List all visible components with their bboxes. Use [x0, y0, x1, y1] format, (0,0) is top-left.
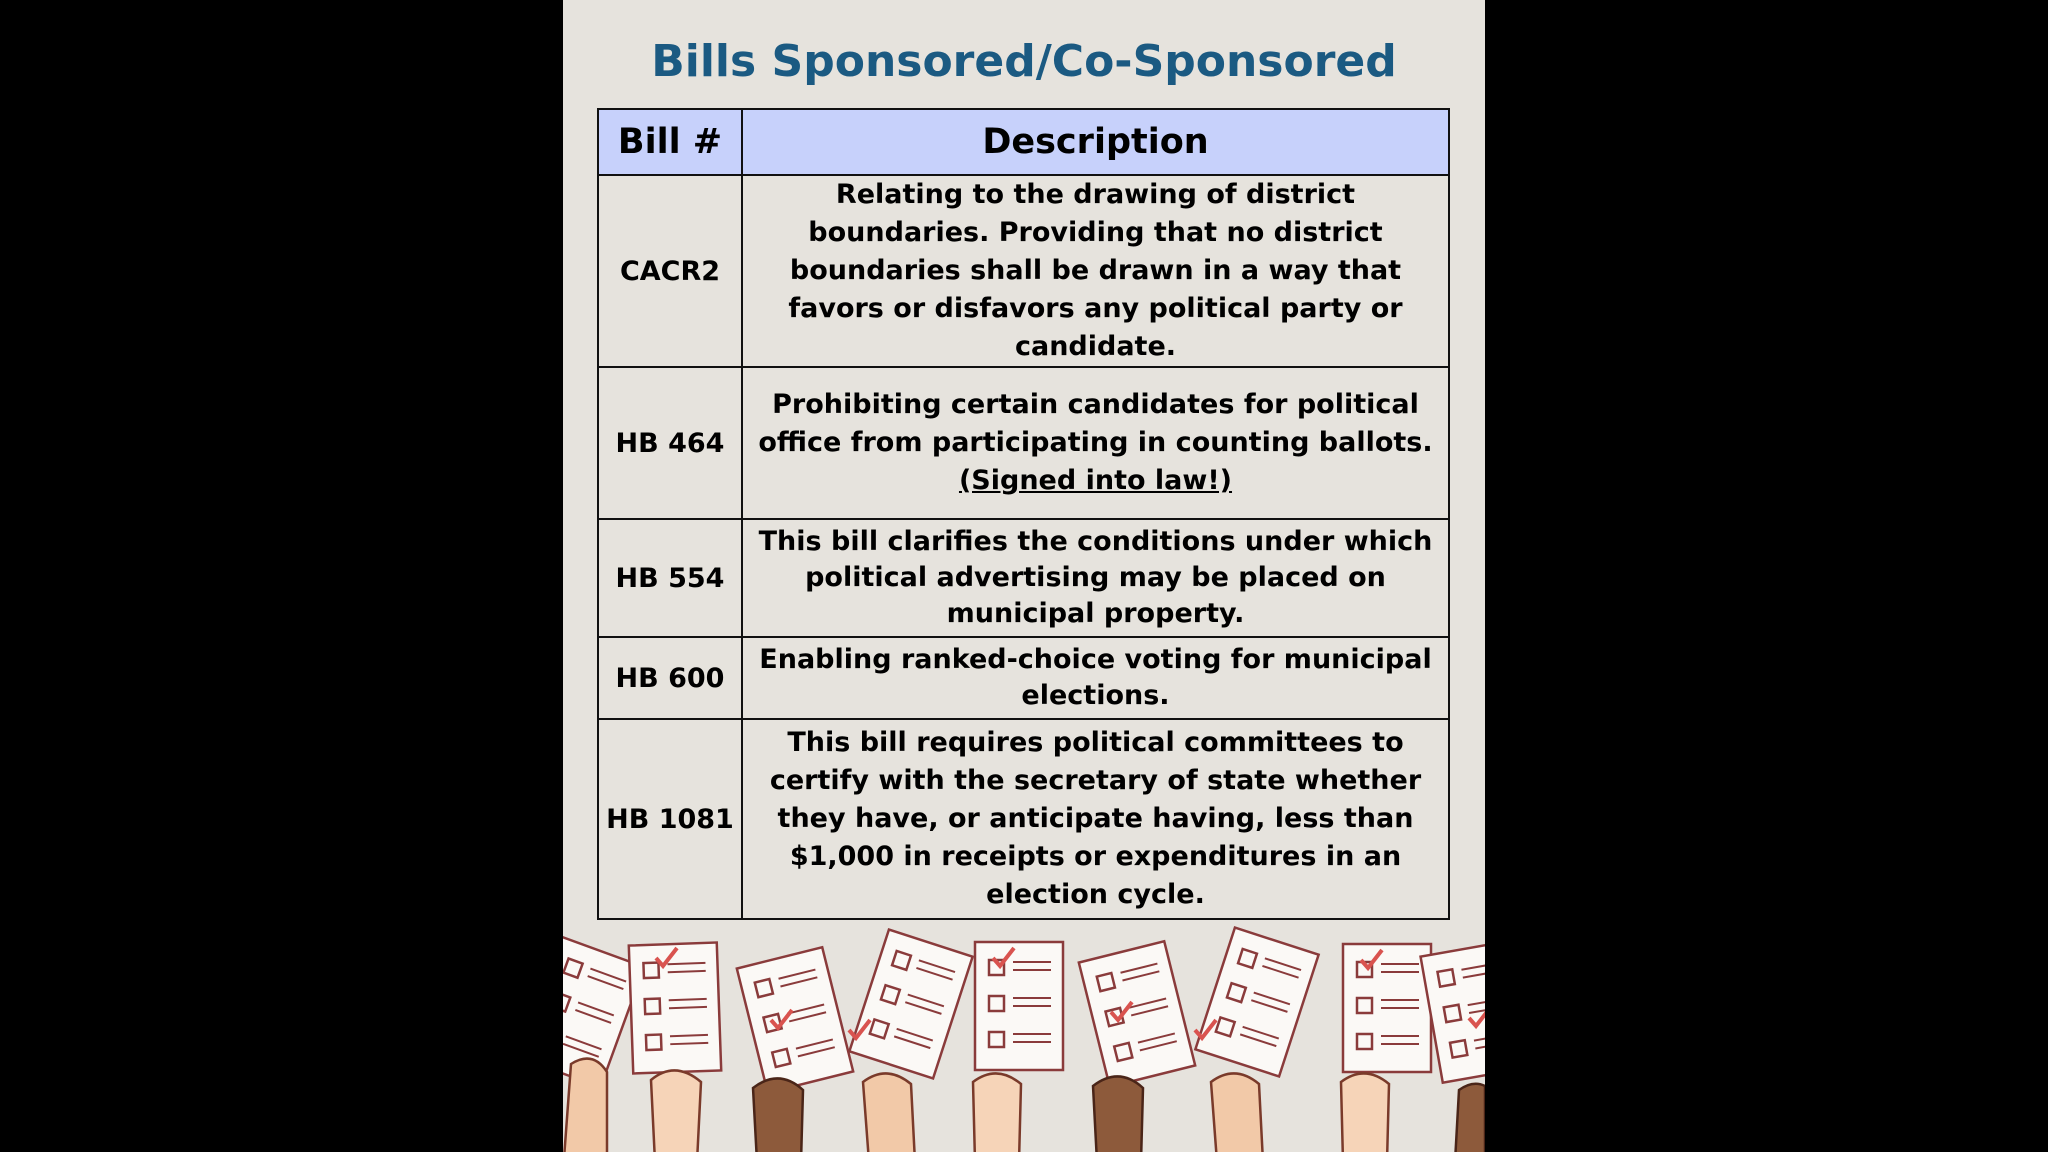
table-row — [598, 637, 1449, 719]
poster — [563, 0, 1485, 1152]
bill-number: CACR2 — [598, 175, 742, 367]
raised-ballots-illustration — [563, 922, 1485, 1152]
page-title: Bills Sponsored/Co-Sponsored — [651, 36, 1397, 87]
bill-description: Relating to the drawing of district boundaries. Providing that no district boundaries shall be drawn in a way that favors or disfavors any political party or candidate. — [742, 175, 1449, 367]
bill-number: HB 600 — [598, 637, 742, 719]
table-header-row — [598, 109, 1449, 175]
bill-number: HB 554 — [598, 519, 742, 637]
ballot-icon — [1195, 928, 1319, 1152]
ballot-icon — [737, 947, 853, 1152]
bill-description: Prohibiting certain candidates for political office from participating in counting ballots. — [758, 389, 1433, 458]
bill-description: This bill clarifies the conditions under which political advertising may be placed on municipal property. — [742, 519, 1449, 637]
bills-table — [597, 108, 1450, 920]
table-row — [598, 367, 1449, 519]
ballot-icon — [973, 942, 1063, 1152]
signed-into-law-note: (Signed into law!) — [958, 465, 1233, 496]
bill-number: HB 464 — [598, 367, 742, 519]
bill-number: HB 1081 — [598, 719, 742, 919]
ballot-icon — [849, 930, 973, 1152]
bill-description: This bill requires political committees to certify with the secretary of state whether they have, or anticipate having, less than $1,000 in receipts or expenditures in an election cycle. — [742, 719, 1449, 919]
table-row — [598, 719, 1449, 919]
ballot-icon — [1079, 941, 1195, 1152]
table-row — [598, 175, 1449, 367]
bill-description: Enabling ranked-choice voting for municipal elections. — [742, 637, 1449, 719]
table-row — [598, 519, 1449, 637]
ballot-icon — [1341, 944, 1431, 1152]
header-description: Description — [742, 109, 1449, 175]
ballot-icon — [629, 943, 721, 1152]
header-bill-number: Bill # — [598, 109, 742, 175]
bill-description-cell — [742, 367, 1449, 519]
